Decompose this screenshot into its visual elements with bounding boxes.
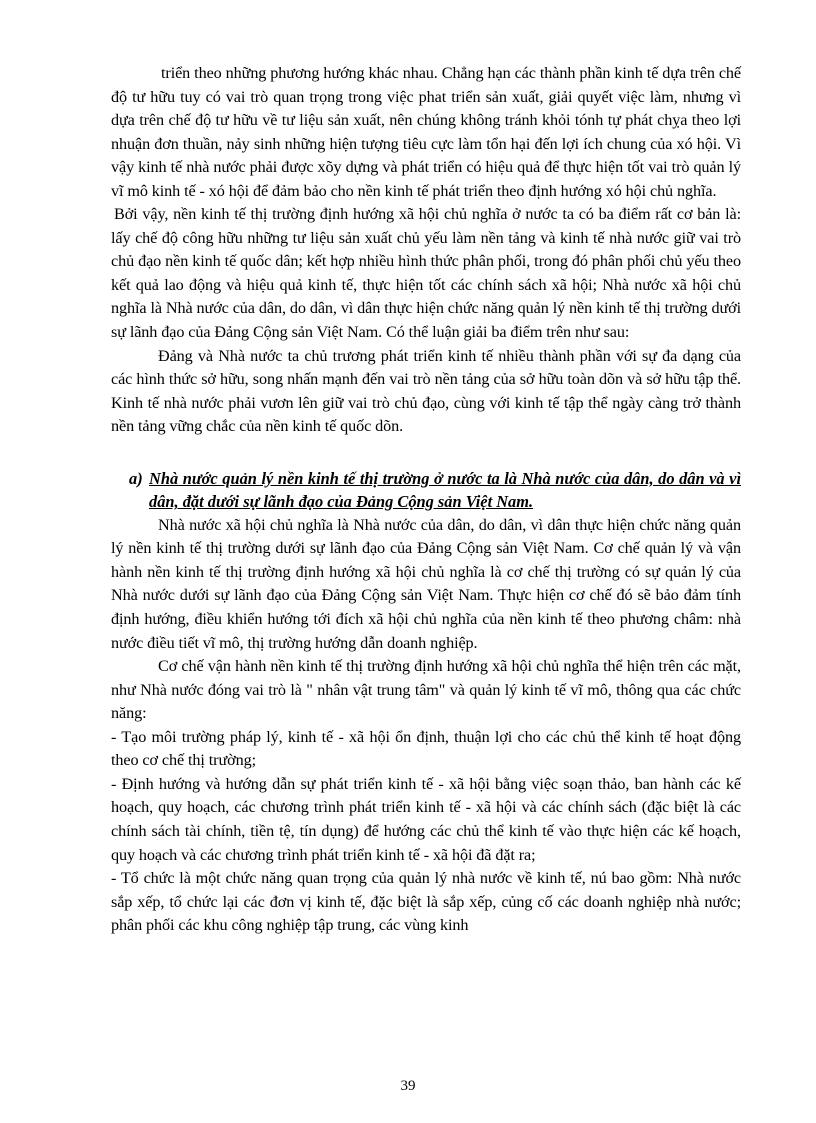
document-body	[111, 62, 741, 938]
paragraph-state-management: Nhà nước xã hội chủ nghĩa là Nhà nước của dân, do dân, vì dân thực hiện chức năng quản lý nền kinh tế thị trường dưới sự lãnh đạo của Đảng Cộng sản Việt Nam. Cơ chế quản lý và vận hành nền kinh tế thị trường định hướng xã hội chủ nghĩa là cơ chế thị trường có sự quản lý của Nhà nước dưới sự lãnh đạo của Đảng Cộng sản Việt Nam. Thực hiện cơ chế đó sẽ bảo đảm tính định hướng, điều khiển hướng tới đích xã hội chủ nghĩa của nền kinh tế theo phương châm: nhà nước điều tiết vĩ mô, thị trường hướng dẫn doanh nghiệp.	[111, 515, 741, 652]
section-heading-text: Nhà nước quản lý nền kinh tế thị trường ở nước ta là Nhà nước của dân, do dân và vì dân, đặt dưới sự lãnh đạo của Đảng Cộng sản Việt Nam.	[149, 468, 741, 512]
paragraph-continuation: triển theo những phương hướng khác nhau. Chẳng hạn các thành phần kinh tế dựa trên chế độ tư hữu tuy có vai trò quan trọng trong việc phat triển sản xuất, giải quyết việc làm, nhưng vì dựa trên chế độ tư hữu về tư liệu sản xuất, nên chúng không tránh khỏi tónh tự phát chỵa theo lợi nhuận đơn thuần, nảy sinh những hiện tượng tiêu cực làm tổn hại đến lợi ích chung của xó hội. Vì vậy kinh tế nhà nước phải được xõy dựng và phát triển có hiệu quả để thực hiện tốt vai trò quản lý vĩ mô kinh tế - xó hội để đảm bảo cho nền kinh tế phát triển theo định hướng xó hội chủ nghĩa.	[111, 64, 741, 200]
page-number: 39	[400, 1078, 416, 1094]
bullet-organization: - Tổ chức là một chức năng quan trọng của quản lý nhà nước về kinh tế, nú bao gồm: Nhà nước sắp xếp, tổ chức lại các đơn vị kinh tế, đặc biệt là sắp xếp, củng cố các doanh nghiệp nhà nước; phân phối các khu công nghiệp tập trung, các vùng kinh	[111, 869, 741, 935]
bullet-orientation: - Định hướng và hướng dẫn sự phát triển kinh tế - xã hội bằng việc soạn thảo, ban hành các kế hoạch, quy hoạch, các chương trình phát triển kinh tế - xã hội và các chính sách (đặc biệt là các chính sách tài chính, tiền tệ, tín dụng) để hướng các chủ thể kinh tế vào thực hiện các kế hoạch, quy hoạch và các chương trình phát triển kinh tế - xã hội đã đặt ra;	[111, 774, 741, 864]
section-marker: a)	[129, 468, 143, 488]
paragraph-three-points: Bởi vậy, nền kinh tế thị trường định hướng xã hội chủ nghĩa ở nước ta có ba điểm rất cơ bản là: lấy chế độ công hữu những tư liệu sản xuất chủ yếu làm nền tảng và kinh tế nhà nước giữ vai trò chủ đạo nền kinh tế quốc dân; kết hợp nhiều hình thức phân phối, trong đó phân phối chủ yếu theo kết quả lao động và hiệu quả kinh tế, thực hiện tốt các chính sách xã hội; Nhà nước xã hội chủ nghĩa là Nhà nước của dân, do dân, vì dân thực hiện chức năng quản lý nền kinh tế thị trường dưới sự lãnh đạo của Đảng Cộng sản Việt Nam. Có thể luận giải ba điểm trên như sau:	[111, 205, 741, 342]
section-heading-a	[111, 467, 741, 514]
paragraph-operating-mechanism: Cơ chế vận hành nền kinh tế thị trường định hướng xã hội chủ nghĩa thể hiện trên các mặt, như Nhà nước đóng vai trò là " nhân vật trung tâm" và quản lý kinh tế vĩ mô, thông qua các chức năng:	[111, 657, 741, 723]
bullet-legal-environment: - Tạo môi trường pháp lý, kinh tế - xã hội ổn định, thuận lợi cho các chủ thể kinh tế hoạt động theo cơ chế thị trường;	[111, 727, 741, 770]
paragraph-ownership: Đảng và Nhà nước ta chủ trương phát triển kinh tế nhiều thành phần với sự đa dạng của các hình thức sở hữu, song nhấn mạnh đến vai trò nền tảng của sở hữu toàn dõn và sở hữu tập thể. Kinh tế nhà nước phải vươn lên giữ vai trò chủ đạo, cùng với kinh tế tập thể ngày càng trở thành nền tảng vững chắc của nền kinh tế quốc dõn.	[111, 346, 741, 436]
